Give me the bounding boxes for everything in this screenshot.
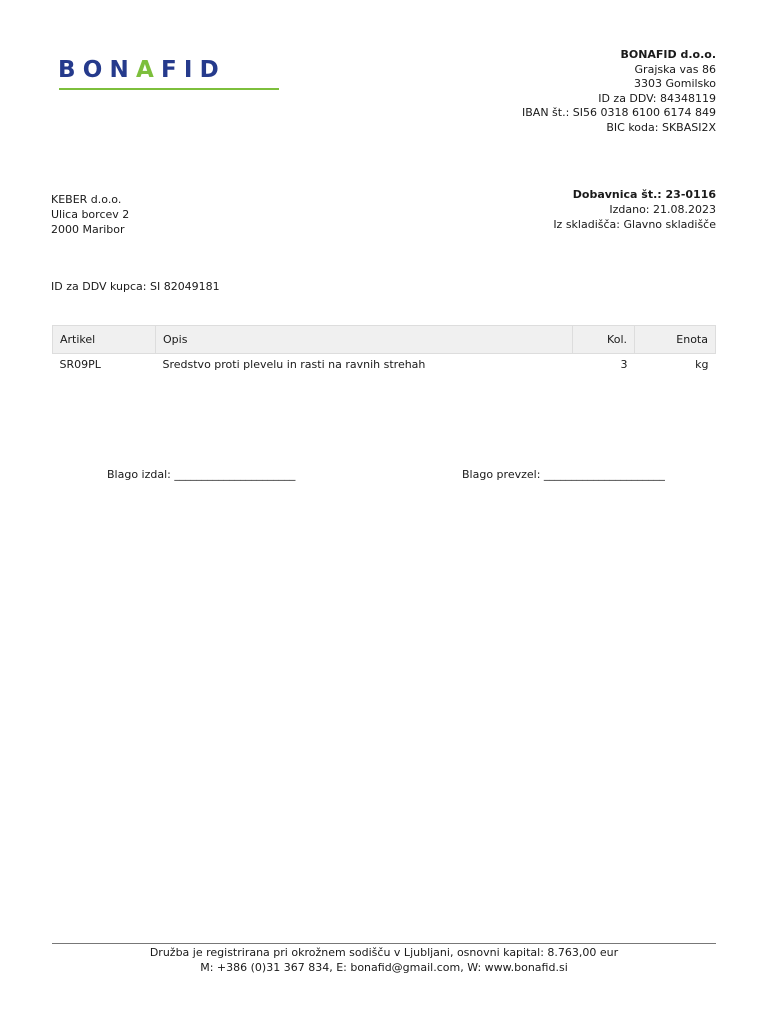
signature-issued-by: Blago izdal: ______________________	[107, 468, 296, 481]
header-description: Opis	[156, 326, 573, 354]
company-info	[522, 48, 716, 136]
footer	[52, 945, 716, 975]
header-article: Artikel	[53, 326, 156, 354]
issue-date: Izdano: 21.08.2023	[609, 202, 716, 216]
cell-unit: kg	[695, 357, 709, 371]
cell-description: Sredstvo proti plevelu in rasti na ravnih strehah	[162, 357, 426, 371]
footer-contact: M: +386 (0)31 367 834, E: bonafid@gmail.com, W: www.bonafid.si	[200, 961, 568, 974]
cell-article: SR09PL	[59, 357, 101, 371]
buyer-name: KEBER d.o.o.	[51, 193, 122, 206]
document-number: Dobavnica št.: 23-0116	[572, 188, 716, 201]
document-info	[553, 188, 716, 232]
buyer-city: 2000 Maribor	[51, 223, 125, 236]
items-table	[52, 325, 716, 374]
company-logo	[58, 56, 280, 94]
header-unit: Enota	[635, 326, 716, 354]
company-street: Grajska vas 86	[634, 62, 716, 76]
cell-qty: 3	[620, 357, 628, 371]
company-vat: ID za DDV: 84348119	[598, 91, 716, 105]
header-qty: Kol.	[573, 326, 635, 354]
footer-divider	[52, 943, 716, 944]
table-header-row	[53, 326, 716, 354]
buyer-street: Ulica borcev 2	[51, 208, 130, 221]
warehouse: Iz skladišča: Glavno skladišče	[553, 217, 716, 231]
logo-wordmark: BONAFID	[58, 57, 226, 83]
table-row	[53, 354, 716, 375]
logo-underline	[59, 88, 279, 90]
company-name: BONAFID d.o.o.	[620, 48, 716, 61]
footer-registration: Družba je registrirana pri okrožnem sodišču v Ljubljani, osnovni kapital: 8.763,00 eur	[149, 946, 619, 959]
signature-received-by: Blago prevzel: ______________________	[462, 468, 665, 481]
company-iban: IBAN št.: SI56 0318 6100 6174 849	[522, 106, 716, 120]
company-city: 3303 Gomilsko	[633, 77, 716, 91]
company-bic: BIC koda: SKBASI2X	[606, 120, 716, 134]
buyer-vat: ID za DDV kupca: SI 82049181	[51, 280, 220, 293]
buyer-address	[51, 192, 129, 237]
